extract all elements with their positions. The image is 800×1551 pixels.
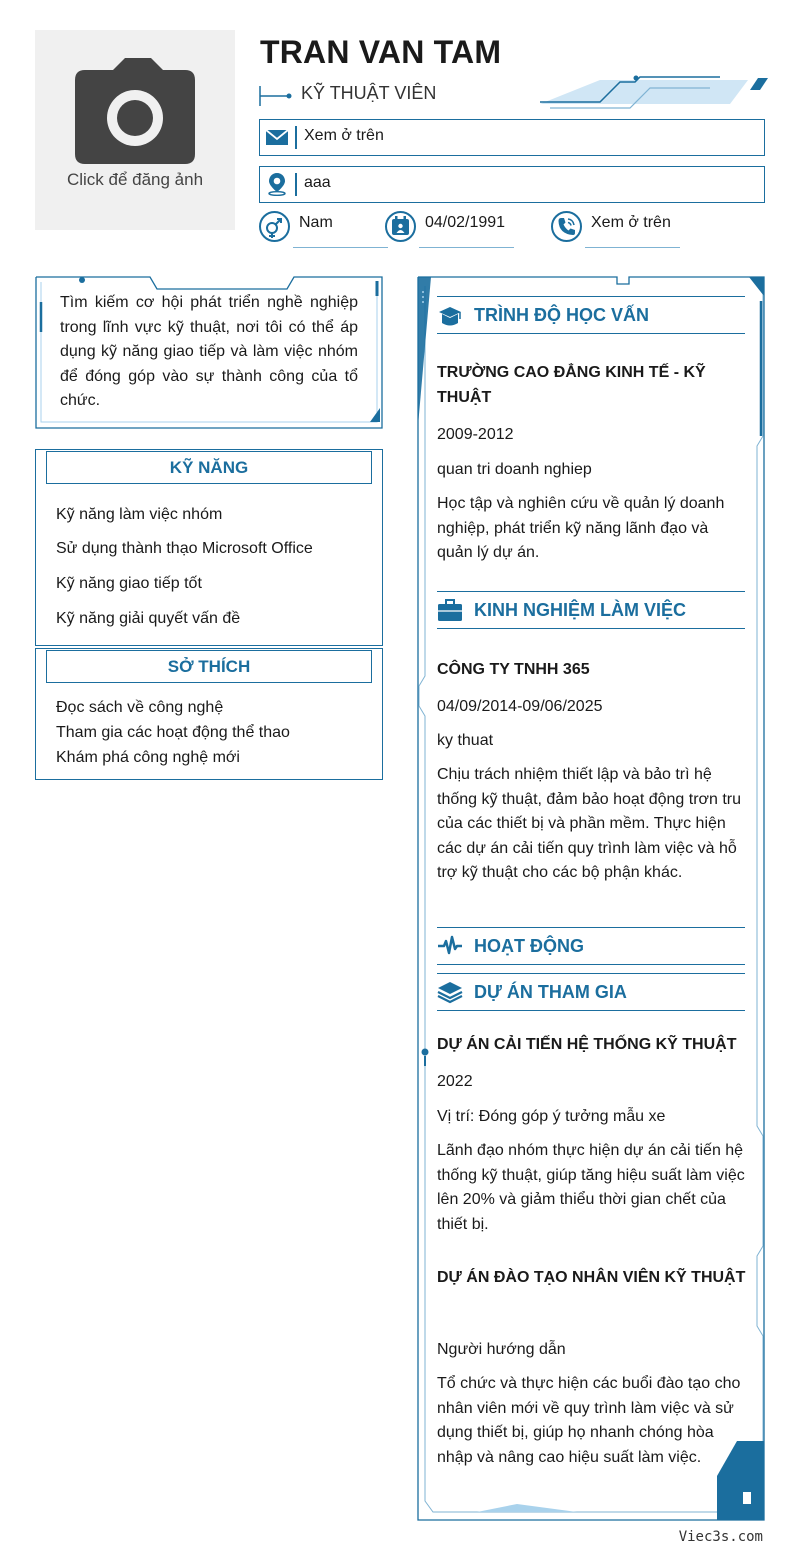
title-line-decoration xyxy=(259,86,293,106)
camera-icon xyxy=(75,58,195,166)
heartbeat-icon xyxy=(437,934,463,958)
site-watermark: Viec3s.com xyxy=(678,1529,763,1545)
phone-icon xyxy=(551,211,582,242)
job-title: KỸ THUẬT VIÊN xyxy=(301,83,437,103)
skill-item: Kỹ năng giao tiếp tốt xyxy=(56,575,202,592)
activities-title: HOẠT ĐỘNG xyxy=(474,936,584,956)
underline xyxy=(419,247,514,248)
skill-item: Sử dụng thành thạo Microsoft Office xyxy=(56,540,313,557)
project-description: Tổ chức và thực hiện các buổi đào tạo cho nhân viên mới về quy trình làm việc và sử dụng thiết bị, giúp họ nhanh chóng hòa nhập và nâng cao hiệu suất làm việc. xyxy=(437,1375,741,1466)
location-pin-icon xyxy=(265,172,289,196)
hobby-item: Khám phá công nghệ mới xyxy=(56,749,240,766)
experience-period: 04/09/2014-09/06/2025 xyxy=(437,698,603,715)
projects-title: DỰ ÁN THAM GIA xyxy=(474,982,627,1002)
experience-company: CÔNG TY TNHH 365 xyxy=(437,661,590,678)
gender-value: Nam xyxy=(299,214,333,231)
circuit-decoration xyxy=(540,74,772,114)
candidate-name: TRAN VAN TAM xyxy=(260,34,502,70)
education-period: 2009-2012 xyxy=(437,426,514,443)
hobby-item: Đọc sách về công nghệ xyxy=(56,699,224,716)
layers-icon xyxy=(437,980,463,1004)
phone-value: Xem ở trên xyxy=(591,214,671,231)
education-header xyxy=(437,296,745,334)
field-separator xyxy=(295,126,297,149)
birthday-value: 04/02/1991 xyxy=(425,214,506,231)
photo-caption: Click để đăng ảnh xyxy=(66,170,204,189)
birthday-info xyxy=(385,210,525,250)
skills-title: KỸ NĂNG xyxy=(46,451,372,484)
gender-icon xyxy=(259,211,290,242)
graduation-cap-icon xyxy=(437,303,463,327)
email-field[interactable] xyxy=(259,119,765,156)
education-title: TRÌNH ĐỘ HỌC VẤN xyxy=(474,305,649,325)
underline xyxy=(293,247,388,248)
field-separator xyxy=(295,173,297,196)
objective-text: Tìm kiếm cơ hội phát triển nghề nghiệp trong lĩnh vực kỹ thuật, nơi tôi có thể áp dụng kỹ năng giao tiếp và làm việc nhóm để đóng góp vào sự thành công của tổ chức. xyxy=(60,294,358,410)
project-name: DỰ ÁN ĐÀO TẠO NHÂN VIÊN KỸ THUẬT xyxy=(437,1269,746,1286)
briefcase-icon xyxy=(437,598,463,622)
gender-info xyxy=(259,210,399,250)
envelope-icon xyxy=(265,125,289,149)
skill-item: Kỹ năng giải quyết vấn đề xyxy=(56,610,241,627)
projects-header xyxy=(437,973,745,1011)
activities-header xyxy=(437,927,745,965)
photo-upload[interactable] xyxy=(35,30,235,230)
project-year: 2022 xyxy=(437,1073,473,1090)
phone-info xyxy=(551,210,696,250)
project-role: Vị trí: Đóng góp ý tưởng mẫu xe xyxy=(437,1108,666,1125)
education-description: Học tập và nghiên cứu về quản lý doanh nghiệp, phát triển kỹ năng lãnh đạo và quản lý dự án. xyxy=(437,495,725,562)
address-value: aaa xyxy=(304,174,331,191)
calendar-icon xyxy=(385,211,416,242)
career-objective-box xyxy=(35,276,383,429)
education-major: quan tri doanh nghiep xyxy=(437,461,592,478)
experience-header xyxy=(437,591,745,629)
underline xyxy=(585,247,680,248)
skill-item: Kỹ năng làm việc nhóm xyxy=(56,506,223,523)
education-school: TRƯỜNG CAO ĐẲNG KINH TẾ - KỸ THUẬT xyxy=(437,364,706,406)
project-name: DỰ ÁN CẢI TIẾN HỆ THỐNG KỸ THUẬT xyxy=(437,1036,737,1053)
experience-title: KINH NGHIỆM LÀM VIỆC xyxy=(474,600,687,620)
skills-section xyxy=(35,449,383,646)
project-description: Lãnh đạo nhóm thực hiện dự án cải tiến hệ thống kỹ thuật, giúp tăng hiệu suất làm việc lên 20% và giảm thiểu thời gian chết của thiết bị. xyxy=(437,1142,745,1233)
hobbies-title: SỞ THÍCH xyxy=(46,650,372,683)
project-role: Người hướng dẫn xyxy=(437,1341,566,1358)
address-field[interactable] xyxy=(259,166,765,203)
email-value: Xem ở trên xyxy=(304,127,384,144)
hobby-item: Tham gia các hoạt động thể thao xyxy=(56,724,290,741)
experience-description: Chịu trách nhiệm thiết lập và bảo trì hệ thống kỹ thuật, đảm bảo hoạt động trơn tru của các thiết bị và phần mềm. Thực hiện các dự án cải tiến quy trình làm việc và hỗ trợ kỹ thuật cho các bộ phận khác. xyxy=(437,766,742,882)
experience-role: ky thuat xyxy=(437,732,494,749)
hobbies-section xyxy=(35,648,383,780)
